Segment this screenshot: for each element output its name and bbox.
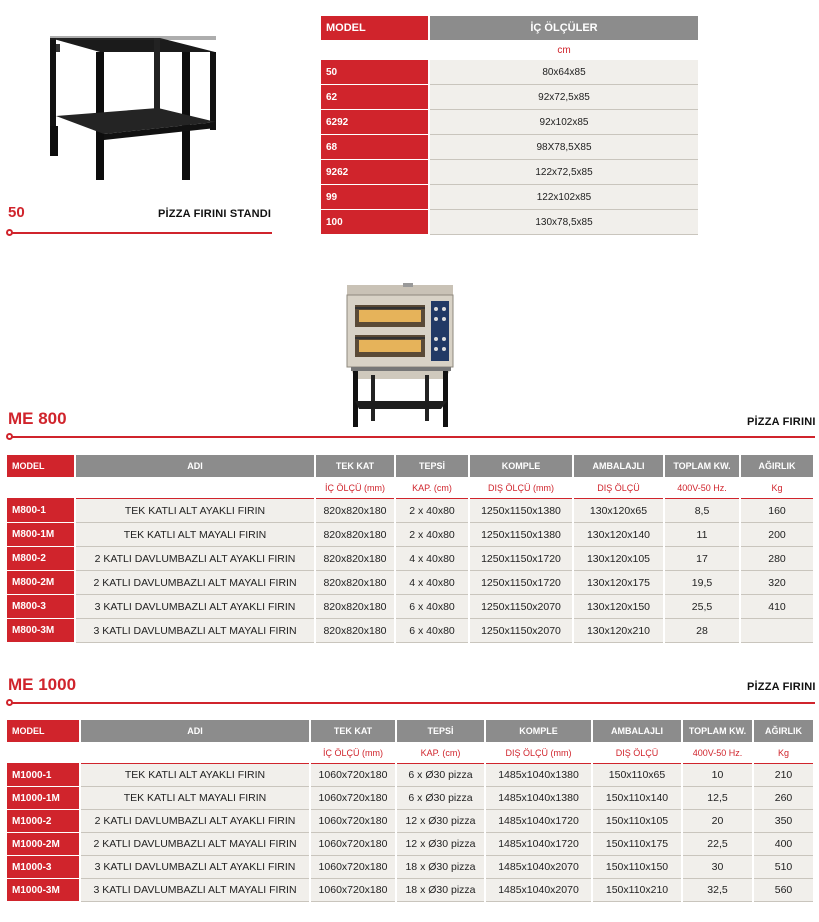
table-row — [7, 856, 813, 879]
value-cell: 1060x720x180 — [310, 787, 396, 810]
value-cell: 410 — [740, 595, 813, 619]
value-cell: 130x120x140 — [573, 523, 664, 547]
stand-dims-cell: 98X78,5X85 — [429, 135, 698, 160]
me1000-table — [7, 720, 813, 902]
stand-model-cell: 50 — [321, 60, 429, 85]
value-cell: 1485x1040x1720 — [485, 833, 592, 856]
table-row — [7, 764, 813, 787]
value-cell: 11 — [664, 523, 740, 547]
me800-divider — [10, 436, 815, 438]
table-row — [7, 571, 813, 595]
unit-cell: KAP. (cm) — [396, 742, 485, 764]
value-cell: 4 x 40x80 — [395, 571, 469, 595]
pizza-stand-image — [40, 30, 230, 180]
unit-cell: Kg — [753, 742, 813, 764]
model-cell: M1000-1 — [7, 764, 80, 787]
unit-cell: DIŞ ÖLÇÜ (mm) — [469, 477, 573, 499]
value-cell: 280 — [740, 547, 813, 571]
value-cell: 3 KATLI DAVLUMBAZLI ALT MAYALI FIRIN — [80, 879, 310, 902]
table-header-row — [7, 455, 813, 477]
stand-model-cell: 100 — [321, 210, 429, 235]
column-header: MODEL — [7, 455, 75, 477]
value-cell: 18 x Ø30 pizza — [396, 879, 485, 902]
value-cell: 560 — [753, 879, 813, 902]
column-header: TOPLAM KW. — [664, 455, 740, 477]
stand-unit: cm — [429, 40, 698, 60]
column-header: AĞIRLIK — [753, 720, 813, 742]
unit-cell: KAP. (cm) — [395, 477, 469, 499]
value-cell: 820x820x180 — [315, 523, 395, 547]
value-cell: 1485x1040x2070 — [485, 879, 592, 902]
value-cell: 820x820x180 — [315, 499, 395, 523]
unit-cell — [7, 477, 75, 499]
value-cell: 1250x1150x1380 — [469, 523, 573, 547]
table-row — [321, 85, 698, 110]
unit-cell — [80, 742, 310, 764]
value-cell: 2 x 40x80 — [395, 523, 469, 547]
unit-cell — [75, 477, 315, 499]
table-row — [7, 879, 813, 902]
column-header: AMBALAJLI — [592, 720, 682, 742]
value-cell: 1060x720x180 — [310, 833, 396, 856]
value-cell — [740, 619, 813, 643]
value-cell: 2 KATLI DAVLUMBAZLI ALT MAYALI FIRIN — [75, 571, 315, 595]
value-cell: 160 — [740, 499, 813, 523]
stand-dims-cell: 80x64x85 — [429, 60, 698, 85]
table-row — [7, 523, 813, 547]
unit-cell: İÇ ÖLÇÜ (mm) — [310, 742, 396, 764]
value-cell: 1250x1150x1720 — [469, 571, 573, 595]
column-header: KOMPLE — [469, 455, 573, 477]
unit-cell: DIŞ ÖLÇÜ — [573, 477, 664, 499]
column-header: AMBALAJLI — [573, 455, 664, 477]
value-cell: 3 KATLI DAVLUMBAZLI ALT AYAKLI FIRIN — [80, 856, 310, 879]
stand-dims-cell: 130x78,5x85 — [429, 210, 698, 235]
value-cell: 260 — [753, 787, 813, 810]
stand-model-cell: 68 — [321, 135, 429, 160]
model-cell: M1000-1M — [7, 787, 80, 810]
table-header-row — [7, 720, 813, 742]
stand-table-header — [321, 16, 698, 40]
value-cell: 820x820x180 — [315, 619, 395, 643]
value-cell: 4 x 40x80 — [395, 547, 469, 571]
me1000-divider-dot — [6, 699, 13, 706]
stand-table — [321, 16, 698, 235]
value-cell: 19,5 — [664, 571, 740, 595]
table-unit-row — [7, 477, 813, 499]
model-cell: M800-3 — [7, 595, 75, 619]
value-cell: 200 — [740, 523, 813, 547]
value-cell: 10 — [682, 764, 753, 787]
value-cell: 1250x1150x1720 — [469, 547, 573, 571]
column-header: MODEL — [7, 720, 80, 742]
value-cell: 1485x1040x2070 — [485, 856, 592, 879]
value-cell: 130x120x105 — [573, 547, 664, 571]
model-cell: M800-1M — [7, 523, 75, 547]
value-cell: 2 KATLI DAVLUMBAZLI ALT AYAKLI FIRIN — [75, 547, 315, 571]
column-header: ADI — [75, 455, 315, 477]
column-header: KOMPLE — [485, 720, 592, 742]
table-row — [321, 110, 698, 135]
value-cell: 25,5 — [664, 595, 740, 619]
value-cell: TEK KATLI ALT MAYALI FIRIN — [80, 787, 310, 810]
value-cell: 12 x Ø30 pizza — [396, 833, 485, 856]
me800-code: ME 800 — [8, 409, 67, 428]
value-cell: 1250x1150x1380 — [469, 499, 573, 523]
value-cell: 210 — [753, 764, 813, 787]
table-row — [321, 185, 698, 210]
value-cell: 20 — [682, 810, 753, 833]
unit-cell: 400V-50 Hz. — [682, 742, 753, 764]
stand-header-model: MODEL — [321, 16, 429, 40]
value-cell: 150x110x105 — [592, 810, 682, 833]
table-row — [321, 60, 698, 85]
column-header: ADI — [80, 720, 310, 742]
table-unit-row — [7, 742, 813, 764]
value-cell: 1250x1150x2070 — [469, 619, 573, 643]
table-row — [321, 135, 698, 160]
unit-cell: Kg — [740, 477, 813, 499]
value-cell: TEK KATLI ALT AYAKLI FIRIN — [75, 499, 315, 523]
unit-cell: DIŞ ÖLÇÜ — [592, 742, 682, 764]
value-cell: 150x110x140 — [592, 787, 682, 810]
model-cell: M1000-2M — [7, 833, 80, 856]
column-header: TEPSİ — [395, 455, 469, 477]
stand-title: PİZZA FIRINI STANDI — [158, 208, 272, 220]
value-cell: 1060x720x180 — [310, 764, 396, 787]
table-row — [7, 787, 813, 810]
stand-dims-cell: 122x102x85 — [429, 185, 698, 210]
value-cell: 3 KATLI DAVLUMBAZLI ALT AYAKLI FIRIN — [75, 595, 315, 619]
value-cell: 150x110x150 — [592, 856, 682, 879]
table-row — [321, 210, 698, 235]
value-cell: 130x120x210 — [573, 619, 664, 643]
value-cell: 130x120x150 — [573, 595, 664, 619]
me800-title: PİZZA FIRINI — [747, 416, 816, 428]
stand-code: 50 — [8, 204, 25, 221]
value-cell: 1485x1040x1380 — [485, 764, 592, 787]
stand-divider-dot — [6, 229, 13, 236]
model-cell: M800-2M — [7, 571, 75, 595]
column-header: TEK KAT — [310, 720, 396, 742]
stand-header-dims: İÇ ÖLÇÜLER — [429, 16, 698, 40]
stand-divider — [10, 232, 272, 234]
value-cell: 150x110x175 — [592, 833, 682, 856]
value-cell: 350 — [753, 810, 813, 833]
value-cell: 22,5 — [682, 833, 753, 856]
value-cell: TEK KATLI ALT MAYALI FIRIN — [75, 523, 315, 547]
model-cell: M800-1 — [7, 499, 75, 523]
value-cell: 1485x1040x1380 — [485, 787, 592, 810]
value-cell: 17 — [664, 547, 740, 571]
column-header: TEK KAT — [315, 455, 395, 477]
value-cell: 30 — [682, 856, 753, 879]
stand-unit-blank — [321, 40, 429, 60]
table-row — [7, 547, 813, 571]
value-cell: 820x820x180 — [315, 547, 395, 571]
stand-model-cell: 99 — [321, 185, 429, 210]
column-header: TEPSİ — [396, 720, 485, 742]
value-cell: 6 x 40x80 — [395, 619, 469, 643]
value-cell: 400 — [753, 833, 813, 856]
stand-dims-cell: 92x72,5x85 — [429, 85, 698, 110]
me1000-title: PİZZA FIRINI — [747, 681, 816, 693]
column-header: TOPLAM KW. — [682, 720, 753, 742]
value-cell: 3 KATLI DAVLUMBAZLI ALT MAYALI FIRIN — [75, 619, 315, 643]
unit-cell: DIŞ ÖLÇÜ (mm) — [485, 742, 592, 764]
me800-divider-dot — [6, 433, 13, 440]
value-cell: 6 x 40x80 — [395, 595, 469, 619]
value-cell: 820x820x180 — [315, 571, 395, 595]
value-cell: 150x110x65 — [592, 764, 682, 787]
model-cell: M1000-3M — [7, 879, 80, 902]
value-cell: 8,5 — [664, 499, 740, 523]
value-cell: 6 x Ø30 pizza — [396, 787, 485, 810]
me1000-divider — [10, 702, 815, 704]
value-cell: 820x820x180 — [315, 595, 395, 619]
value-cell: 320 — [740, 571, 813, 595]
model-cell: M1000-3 — [7, 856, 80, 879]
me800-table — [7, 455, 813, 643]
value-cell: 510 — [753, 856, 813, 879]
value-cell: 1485x1040x1720 — [485, 810, 592, 833]
value-cell: 2 KATLI DAVLUMBAZLI ALT AYAKLI FIRIN — [80, 810, 310, 833]
stand-dims-cell: 92x102x85 — [429, 110, 698, 135]
value-cell: 150x110x210 — [592, 879, 682, 902]
unit-cell: İÇ ÖLÇÜ (mm) — [315, 477, 395, 499]
unit-cell — [7, 742, 80, 764]
value-cell: 12 x Ø30 pizza — [396, 810, 485, 833]
model-cell: M1000-2 — [7, 810, 80, 833]
value-cell: 32,5 — [682, 879, 753, 902]
unit-cell: 400V-50 Hz. — [664, 477, 740, 499]
value-cell: 6 x Ø30 pizza — [396, 764, 485, 787]
model-cell: M800-3M — [7, 619, 75, 643]
value-cell: 130x120x175 — [573, 571, 664, 595]
value-cell: TEK KATLI ALT AYAKLI FIRIN — [80, 764, 310, 787]
stand-table-unit-row — [321, 40, 698, 60]
table-row — [7, 619, 813, 643]
stand-dims-cell: 122x72,5x85 — [429, 160, 698, 185]
pizza-oven-image — [345, 283, 457, 429]
value-cell: 12,5 — [682, 787, 753, 810]
value-cell: 2 x 40x80 — [395, 499, 469, 523]
table-row — [7, 833, 813, 856]
model-cell: M800-2 — [7, 547, 75, 571]
value-cell: 18 x Ø30 pizza — [396, 856, 485, 879]
stand-model-cell: 62 — [321, 85, 429, 110]
column-header: AĞIRLIK — [740, 455, 813, 477]
table-row — [7, 595, 813, 619]
value-cell: 28 — [664, 619, 740, 643]
table-row — [321, 160, 698, 185]
value-cell: 1250x1150x2070 — [469, 595, 573, 619]
stand-model-cell: 9262 — [321, 160, 429, 185]
value-cell: 1060x720x180 — [310, 856, 396, 879]
stand-model-cell: 6292 — [321, 110, 429, 135]
me1000-code: ME 1000 — [8, 675, 77, 694]
table-row — [7, 499, 813, 523]
value-cell: 2 KATLI DAVLUMBAZLI ALT MAYALI FIRIN — [80, 833, 310, 856]
value-cell: 1060x720x180 — [310, 810, 396, 833]
table-row — [7, 810, 813, 833]
value-cell: 1060x720x180 — [310, 879, 396, 902]
value-cell: 130x120x65 — [573, 499, 664, 523]
